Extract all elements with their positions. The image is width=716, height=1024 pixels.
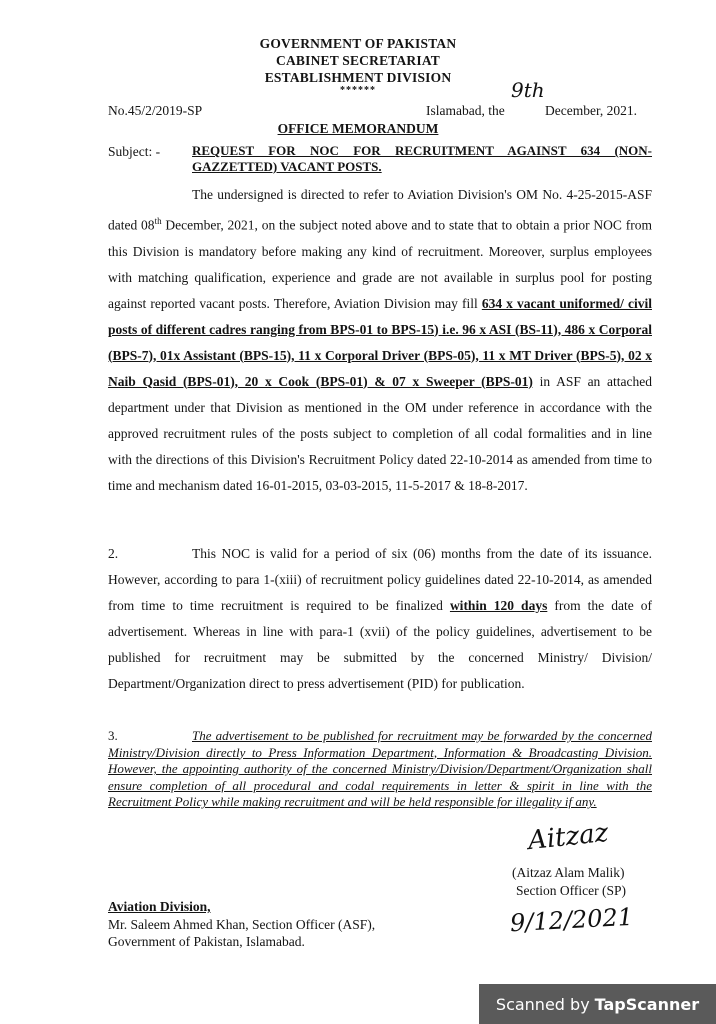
reference-number: No.45/2/2019-SP — [108, 103, 203, 118]
header-government: GOVERNMENT OF PAKISTAN — [259, 36, 457, 51]
para3-number: 3. — [108, 728, 118, 743]
para2-text-a: This NOC is valid for a period of six (06) months from the date of its issuance. However, according to para 1-(xiii) of recruitment policy guidelines dated 22-10-2014, as amended from time to time recruitment is required to be finalized — [108, 546, 652, 613]
para1-text-b: December, 2021, on the subject noted above and to state that to obtain a prior NOC from this Division is mandatory before making any kind of recruitment. Moreover, surplus employees with matching qualification, experience and grade are not available in surplus pool for posting against reported vacant posts. Therefore, Aviation Division may fill — [108, 217, 652, 311]
signatory-designation: Section Officer (SP) — [516, 883, 626, 898]
scanner-watermark — [479, 984, 716, 1024]
handwritten-day: 9th — [511, 78, 545, 102]
addressee-line-1: Mr. Saleem Ahmed Khan, Section Officer (ASF), — [108, 917, 376, 932]
para2-number: 2. — [108, 546, 119, 561]
scanner-prefix: Scanned by — [495, 994, 590, 1014]
header-division: ESTABLISHMENT DIVISION — [264, 70, 452, 85]
para2-text-b: from the date of advertisement. Whereas in line with para-1 (xvii) of the policy guidelines, advertisement to be published for recruitment may be submitted by the concerned Ministry/ Division/ Department/Organization direct to press advertisement (PID) for publication. — [108, 598, 653, 691]
subject-text: REQUEST FOR NOC FOR RECRUITMENT AGAINST 634 (NON-GAZZETTED) VACANT POSTS. — [192, 143, 652, 174]
scanner-brand: TapScanner — [594, 994, 700, 1014]
addressee-heading: Aviation Division, — [108, 899, 211, 914]
handwritten-date: 9/12/2021 — [509, 902, 634, 938]
reference-place: Islamabad, the — [426, 103, 505, 118]
handwritten-signature: Aitzaz — [526, 817, 610, 857]
para1-posts-highlight: 634 x vacant uniformed/ civil posts of different cadres ranging from BPS-01 to BPS-15) i.e. 96 x ASI (BS-11), 486 x Corporal (BPS-7), 01x Assistant (BPS-15), 11 x Corporal Driver (BPS-05), 11 x MT Driver (BPS-5), 02 x Naib Qasid (BPS-01), 20 x Cook (BPS-01) & 07 x Sweeper (BPS-01) — [108, 295, 652, 389]
reference-date: December, 2021. — [545, 103, 638, 118]
paragraph-3 — [108, 728, 652, 811]
signatory-name: (Aitzaz Alam Malik) — [512, 865, 625, 880]
para2-within-120-days: within 120 days — [449, 598, 548, 613]
para1-text-a: The undersigned is directed to refer to Aviation Division's OM No. 4-25-2015-ASF dated 08 — [108, 187, 652, 233]
paragraph-1 — [108, 182, 652, 499]
addressee-line-2: Government of Pakistan, Islamabad. — [108, 934, 305, 949]
para3-text: The advertisement to be published for recruitment may be forwarded by the concerned Ministry/Division directly to Press Information Department, Information & Broadcasting Division. However, the appointing authority of the concerned Ministry/Division/Department/Organization shall ensure completion of all procedural and codal requirements in letter & spirit in line with the Recruitment Policy while making recruitment and will be held responsible for illegality if any. — [108, 728, 652, 810]
para1-text-c: in ASF an attached department under that Division as mentioned in the OM under reference in accordance with the approved recruitment rules of the posts subject to completion of all codal formalities and in line with the directions of this Division's Recruitment Policy dated 22-10-2014 as amended from time to time and mechanism dated 16-01-2015, 03-03-2015, 11-5-2017 & 18-8-2017. — [108, 373, 652, 493]
para1-sup: th — [154, 216, 162, 226]
header-cabinet: CABINET SECRETARIAT — [276, 53, 440, 68]
paragraph-2 — [108, 541, 652, 697]
header-stars: ****** — [340, 85, 376, 96]
office-memorandum-title: OFFICE MEMORANDUM — [277, 121, 439, 136]
subject-label: Subject: - — [108, 144, 161, 159]
